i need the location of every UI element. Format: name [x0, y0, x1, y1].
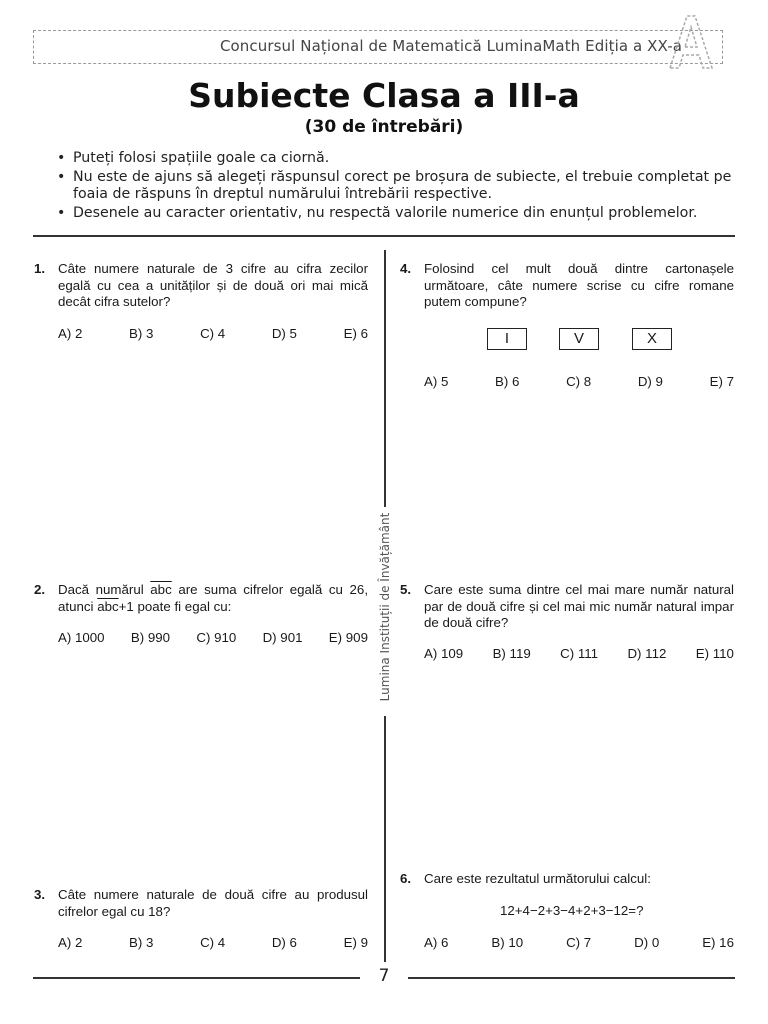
option-b: B) 10: [491, 935, 524, 950]
option-b: B) 3: [129, 326, 154, 341]
option-c: C) 111: [560, 646, 599, 661]
question-number: 3.: [34, 887, 46, 902]
option-d: D) 0: [634, 935, 660, 950]
option-b: B) 3: [129, 935, 154, 950]
roman-card: X: [632, 328, 672, 350]
option-d: D) 901: [262, 630, 303, 645]
option-e: E) 7: [709, 374, 734, 389]
instruction-item: • Nu este de ajuns să alegeți răspunsul corect pe broșura de subiecte, el trebuie completat pe foaia de răspuns în dreptul numărului întrebării respective.: [55, 169, 735, 204]
question-text: Folosind cel mult două dintre cartonașele următoare, câte numere scrise cu cifre romane putem compune?: [424, 261, 734, 309]
question-5: [400, 582, 734, 632]
instruction-item: • Puteți folosi spațiile goale ca ciornă.: [55, 150, 735, 168]
question-4: [400, 261, 734, 311]
option-c: C) 7: [566, 935, 592, 950]
question-text: Câte numere naturale de 3 cifre au cifra zecilor egală cu cea a unităților și de două ori mai mică decât cifra sutelor?: [58, 261, 368, 309]
option-a: A) 1000: [58, 630, 105, 645]
question-text: Care este rezultatul următorului calcul:: [424, 871, 651, 886]
option-a: A) 109: [424, 646, 464, 661]
column-divider: [384, 250, 386, 507]
roman-card: I: [487, 328, 527, 350]
question-3: [34, 887, 368, 921]
svg-text:A: A: [689, 66, 693, 71]
question-number: 2.: [34, 582, 46, 597]
question-number: 5.: [400, 582, 412, 597]
option-e: E) 110: [695, 646, 734, 661]
answer-options: [424, 374, 734, 389]
footer-line-right: [408, 977, 735, 979]
option-a: A) 2: [58, 326, 83, 341]
option-e: E) 6: [343, 326, 368, 341]
page-number: 7: [378, 966, 390, 986]
option-a: A) 2: [58, 935, 83, 950]
option-c: C) 4: [200, 326, 226, 341]
option-e: E) 16: [702, 935, 734, 950]
question-text: Care este suma dintre cel mai mare număr natural par de două cifre și cel mai mic număr natural impar de două cifre?: [424, 582, 734, 630]
answer-options: [58, 630, 368, 645]
header-banner: [33, 30, 723, 64]
option-d: D) 6: [271, 935, 297, 950]
overlined-number: $\overline{abc}$: [97, 598, 119, 614]
option-e: E) 9: [343, 935, 368, 950]
option-d: D) 9: [637, 374, 663, 389]
option-a: A) 5: [424, 374, 449, 389]
option-c: C) 910: [196, 630, 237, 645]
question-text: Câte numere naturale de două cifre au produsul cifrelor egal cu 18?: [58, 887, 368, 919]
option-b: B) 119: [492, 646, 531, 661]
publisher-side-text: Lumina Instituții de Învățământ: [378, 512, 392, 702]
option-d: D) 5: [271, 326, 297, 341]
instruction-item: • Desenele au caracter orientativ, nu respectă valorile numerice din enunțul problemelor.: [55, 205, 735, 223]
option-d: D) 112: [627, 646, 667, 661]
option-c: C) 4: [200, 935, 226, 950]
instructions-list: [55, 150, 735, 223]
question-text: Dacă numărul $\overline{abc}$ are suma cifrelor egală cu 26, atunci $\overline{abc}+1$ poate fi egal cu:: [58, 582, 369, 614]
calculation-expression: 12+4−2+3−4+2+3−12=?: [500, 903, 644, 918]
question-number: 4.: [400, 261, 412, 276]
option-b: B) 6: [495, 374, 520, 389]
question-1: [34, 261, 368, 311]
answer-options: [424, 646, 734, 661]
question-6: [400, 871, 734, 889]
answer-options: [424, 935, 734, 950]
page-subtitle: (30 de întrebări): [304, 117, 464, 137]
option-e: E) 909: [328, 630, 368, 645]
question-number: 6.: [400, 871, 412, 886]
option-a: A) 6: [424, 935, 449, 950]
column-divider: [384, 716, 386, 962]
question-2: [34, 582, 368, 616]
answer-options: [58, 326, 368, 341]
overlined-number: $\overline{abc}$: [150, 582, 172, 597]
option-c: C) 8: [566, 374, 592, 389]
page-title: Subiecte Clasa a III-a: [188, 76, 580, 115]
roman-card: V: [559, 328, 599, 350]
option-b: B) 990: [130, 630, 171, 645]
competition-name: Concursul Național de Matematică LuminaMath Ediția a XX-a: [219, 37, 682, 55]
answer-options: [58, 935, 368, 950]
question-number: 1.: [34, 261, 46, 276]
luminamath-logo-icon: [666, 10, 716, 72]
top-divider: [33, 235, 735, 237]
